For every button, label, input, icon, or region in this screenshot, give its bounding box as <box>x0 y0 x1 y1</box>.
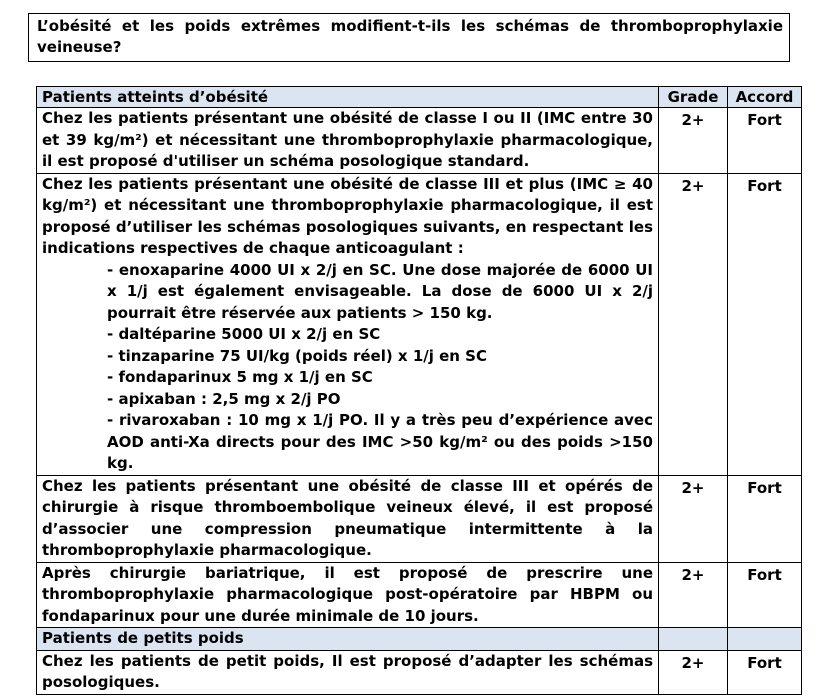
header-patients-obesity: Patients atteints d’obésité <box>37 87 659 108</box>
table-row <box>37 562 802 628</box>
list-item: - rivaroxaban : 10 mg x 1/j PO. Il y a très peu d’expérience avec AOD anti-Xa directs pour des IMC >50 kg/m² ou des poids >150 kg. <box>107 411 653 472</box>
recommendations-table <box>36 86 802 695</box>
table-row <box>37 475 802 562</box>
accord-cell: Fort <box>728 650 802 694</box>
grade-cell: 2+ <box>659 173 728 475</box>
header-accord: Accord <box>728 87 802 108</box>
table-row <box>37 173 802 475</box>
list-item: - tinzaparine 75 UI/kg (poids réel) x 1/j en SC <box>107 346 487 365</box>
list-item: - fondaparinux 5 mg x 1/j en SC <box>107 368 373 386</box>
recommendation-text: Chez les patients présentant une obésité de classe I ou II (IMC entre 30 et 39 kg/m²) et nécessitant une thromboprophylaxie pharmacologique, il est proposé d'utiliser un schéma posologique standard. <box>37 108 659 174</box>
grade-cell: 2+ <box>659 475 728 562</box>
recommendation-text: Après chirurgie bariatrique, il est proposé de prescrire une thromboprophylaxie pharmacologique post-opératoire par HBPM ou fondaparinux pour une durée minimale de 10 jours. <box>37 562 659 628</box>
accord-cell: Fort <box>728 108 802 174</box>
recommendation-text: Chez les patients présentant une obésité de classe III et plus (IMC ≥ 40 kg/m²) et nécessitant une thromboprophylaxie pharmacologique, il est proposé d’utiliser les schémas posologiques suivants, en respectant les indications respectives de chaque anticoagulant : <box>42 174 653 257</box>
section-empty-cell <box>728 628 802 651</box>
accord-cell: Fort <box>728 562 802 628</box>
recommendation-text: Chez les patients de petit poids, Il est proposé d’adapter les schémas posologiques. <box>37 650 659 694</box>
section-empty-cell <box>659 628 728 651</box>
list-item: - daltéparine 5000 UI x 2/j en SC <box>107 325 381 343</box>
question-box: L’obésité et les poids extrêmes modifient-t-ils les schémas de thromboprophylaxie veineuse? <box>28 13 790 62</box>
grade-cell: 2+ <box>659 108 728 174</box>
list-item: - enoxaparine 4000 UI x 2/j en SC. Une dose majorée de 6000 UI x 1/j est également envisageable. La dose de 6000 UI x 2/j pourrait être réservée aux patients > 150 kg. <box>107 260 653 322</box>
grade-cell: 2+ <box>659 650 728 694</box>
header-grade: Grade <box>659 87 728 108</box>
accord-cell: Fort <box>728 173 802 475</box>
recommendation-cell <box>37 173 659 475</box>
accord-cell: Fort <box>728 475 802 562</box>
list-item: - apixaban : 2,5 mg x 2/j PO <box>107 389 341 408</box>
table-row <box>37 650 802 694</box>
grade-cell: 2+ <box>659 562 728 628</box>
table-row <box>37 108 802 174</box>
recommendation-text: Chez les patients présentant une obésité de classe III et opérés de chirurgie à risque thromboembolique veineux élevé, il est proposé d’associer une compression pneumatique intermittente à la thromboprophylaxie pharmacologique. <box>37 475 659 562</box>
section-title-small-weight: Patients de petits poids <box>37 628 659 651</box>
drug-list <box>42 260 653 475</box>
table-header-row <box>37 87 802 108</box>
section-header-row <box>37 628 802 651</box>
